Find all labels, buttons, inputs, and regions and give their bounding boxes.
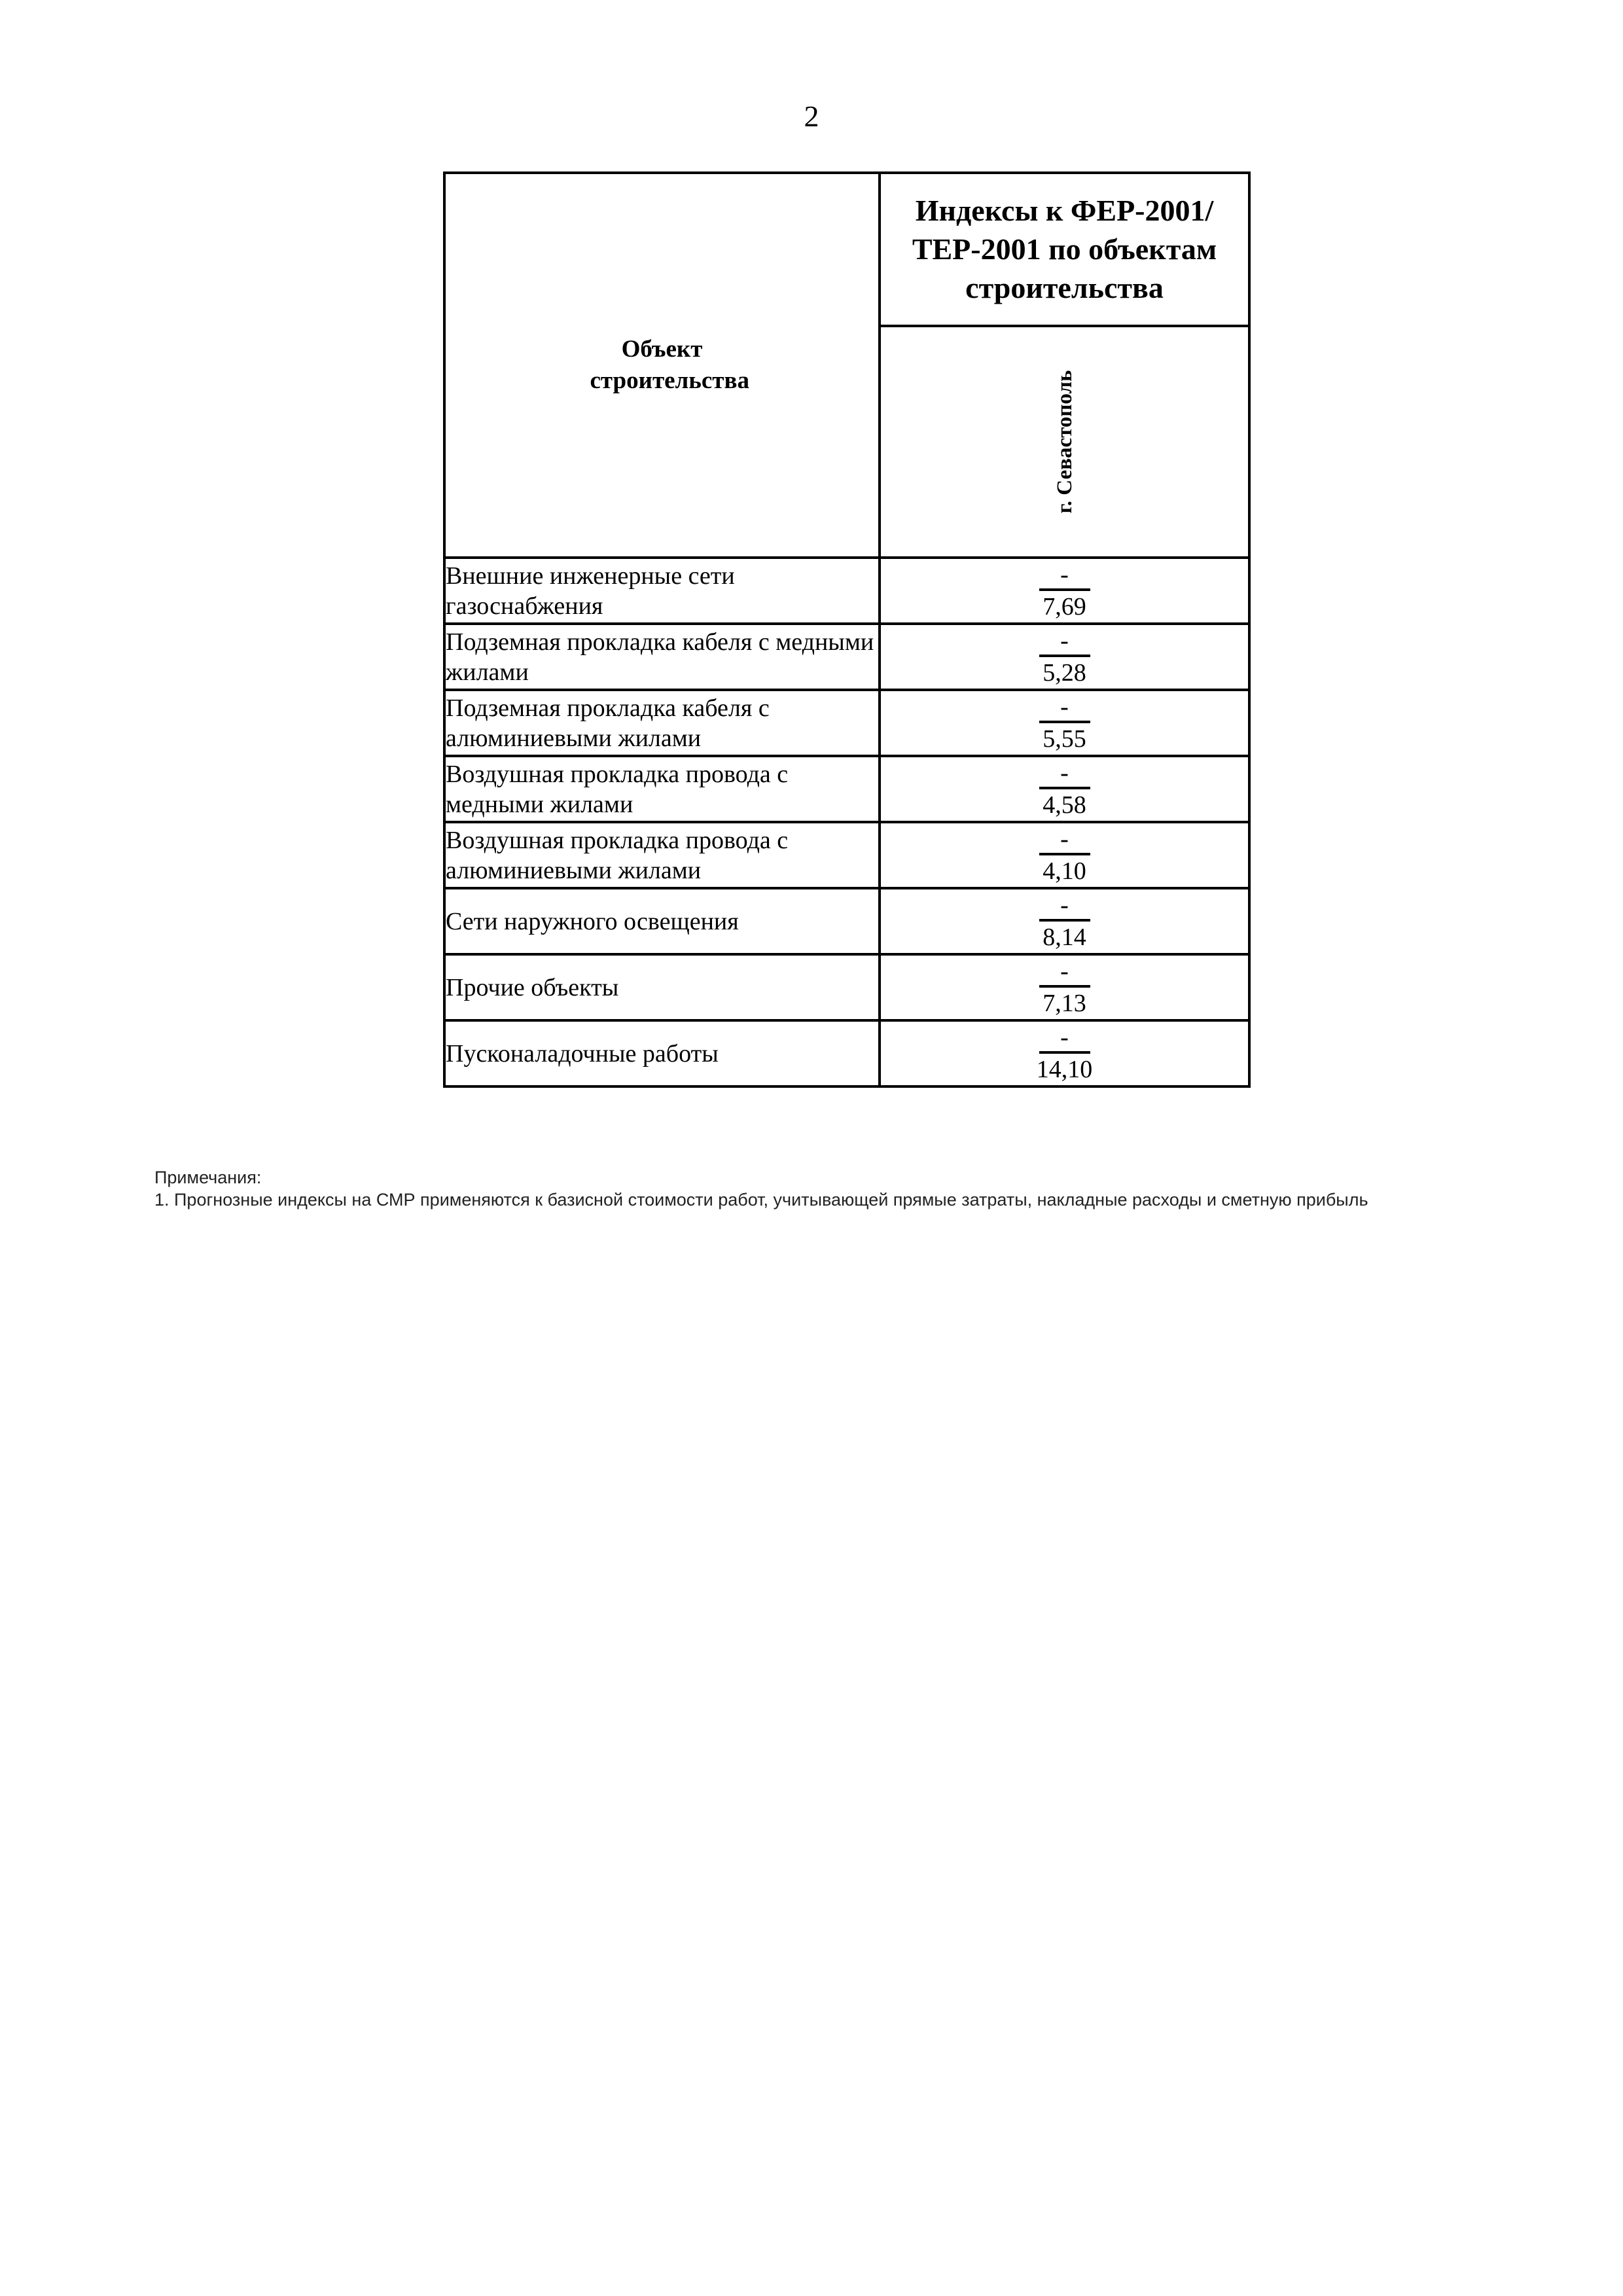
table-row — [444, 624, 1249, 690]
value-top: - — [1039, 761, 1090, 789]
table-row — [444, 558, 1249, 624]
row-value — [1039, 893, 1090, 952]
row-value — [1039, 761, 1090, 819]
row-value-cell — [880, 690, 1249, 756]
row-name: Подземная прокладка кабеля с медными жилами — [444, 624, 880, 690]
row-value — [1039, 959, 1090, 1018]
value-bottom: 5,55 — [1043, 725, 1086, 753]
row-value — [1037, 1025, 1093, 1084]
row-value — [1039, 628, 1090, 687]
row-name: Внешние инженерные сети газоснабжения — [444, 558, 880, 624]
table-row — [444, 1020, 1249, 1086]
row-name: Прочие объекты — [444, 954, 880, 1020]
table-row — [444, 822, 1249, 888]
value-bottom: 8,14 — [1043, 924, 1086, 951]
value-bottom: 7,69 — [1043, 593, 1086, 620]
value-top: - — [1039, 694, 1090, 723]
header-city: г. Севастополь — [1052, 370, 1077, 514]
header-object: Объект строительства — [590, 336, 749, 394]
value-bottom: 7,13 — [1043, 990, 1086, 1017]
table-header-row — [444, 173, 1249, 326]
header-indices: Индексы к ФЕР-2001/ТЕР-2001 по объектам строительства — [912, 194, 1217, 305]
value-top: - — [1039, 562, 1090, 591]
note-item: 1. Прогнозные индексы на СМР применяются к базисной стоимости работ, учитывающей прямые затраты, накладные расходы и сметную прибыль — [154, 1190, 1368, 1210]
value-top: - — [1039, 827, 1090, 855]
value-top: - — [1039, 959, 1090, 988]
page-number: 2 — [804, 99, 819, 133]
notes — [154, 1166, 1368, 1211]
row-name: Воздушная прокладка провода с медными жилами — [444, 756, 880, 822]
row-name: Воздушная прокладка провода с алюминиевыми жилами — [444, 822, 880, 888]
header-object-cell — [444, 173, 880, 558]
row-value-cell — [880, 756, 1249, 822]
value-bottom: 14,10 — [1036, 1056, 1093, 1083]
row-value — [1039, 827, 1090, 886]
table-row — [444, 954, 1249, 1020]
row-value-cell — [880, 558, 1249, 624]
table-row — [444, 756, 1249, 822]
row-value-cell — [880, 822, 1249, 888]
row-value — [1039, 562, 1090, 621]
index-table — [443, 171, 1251, 1088]
value-bottom: 4,58 — [1043, 791, 1086, 819]
row-value-cell — [880, 888, 1249, 954]
header-city-cell — [880, 326, 1249, 558]
value-bottom: 4,10 — [1043, 857, 1086, 885]
value-top: - — [1039, 893, 1090, 922]
row-name: Пусконаладочные работы — [444, 1020, 880, 1086]
value-top: - — [1039, 628, 1090, 657]
row-value — [1039, 694, 1090, 753]
row-name: Сети наружного освещения — [444, 888, 880, 954]
row-value-cell — [880, 954, 1249, 1020]
row-value-cell — [880, 1020, 1249, 1086]
header-indices-cell — [880, 173, 1249, 326]
row-value-cell — [880, 624, 1249, 690]
table-row — [444, 888, 1249, 954]
row-name: Подземная прокладка кабеля с алюминиевыми жилами — [444, 690, 880, 756]
table-row — [444, 690, 1249, 756]
value-bottom: 5,28 — [1043, 659, 1086, 687]
notes-title: Примечания: — [154, 1168, 262, 1187]
value-top: - — [1039, 1025, 1090, 1054]
